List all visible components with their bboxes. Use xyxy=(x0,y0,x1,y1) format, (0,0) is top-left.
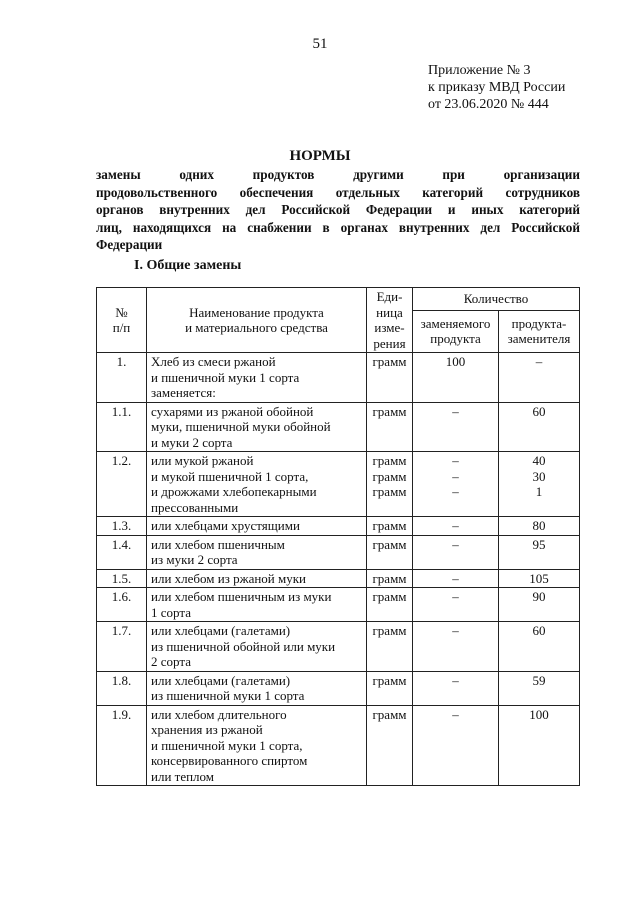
row-unit: грамм xyxy=(367,402,413,452)
table-header-row xyxy=(97,288,580,311)
row-substitute: 60 xyxy=(499,402,580,452)
subtitle-line: лиц, находящихся на снабжении в органах внутренних дел Российской xyxy=(96,219,580,235)
row-unit: грамм xyxy=(367,569,413,588)
row-unit: грамм xyxy=(367,705,413,786)
row-number: 1.9. xyxy=(97,705,147,786)
row-number: 1.7. xyxy=(97,622,147,672)
row-name: или хлебом из ржаной муки xyxy=(147,569,367,588)
row-name: Хлеб из смеси ржаной и пшеничной муки 1 сорта заменяется: xyxy=(147,353,367,403)
row-substitute: 59 xyxy=(499,671,580,705)
row-name: или хлебом пшеничным из муки 2 сорта xyxy=(147,535,367,569)
row-name: или хлебом длительного хранения из ржаной и пшеничной муки 1 сорта, консервированного спиртом или теплом xyxy=(147,705,367,786)
row-number: 1.8. xyxy=(97,671,147,705)
row-substitute: 60 xyxy=(499,622,580,672)
row-replaced: – xyxy=(413,671,499,705)
table-row xyxy=(97,452,580,517)
row-number: 1.5. xyxy=(97,569,147,588)
row-replaced: – xyxy=(413,705,499,786)
row-number: 1. xyxy=(97,353,147,403)
row-substitute: – xyxy=(499,353,580,403)
header-substitute: продукта- заменителя xyxy=(499,310,580,352)
subtitle-line: продовольственного обеспечения отдельных категорий сотрудников xyxy=(96,184,580,200)
table-row xyxy=(97,535,580,569)
row-name: или хлебцами хрустящими xyxy=(147,517,367,536)
row-replaced: – xyxy=(413,569,499,588)
table-row xyxy=(97,569,580,588)
header-unit: Еди- ница изме- рения xyxy=(367,288,413,353)
row-substitute: 100 xyxy=(499,705,580,786)
row-replaced: – xyxy=(413,402,499,452)
header-name: Наименование продукта и материального средства xyxy=(147,288,367,353)
table-row xyxy=(97,671,580,705)
table-row xyxy=(97,353,580,403)
row-unit: грамм xyxy=(367,622,413,672)
row-replaced: – xyxy=(413,622,499,672)
subtitle-line: замены одних продуктов другими при организации xyxy=(96,167,580,182)
row-replaced: – xyxy=(413,535,499,569)
table-row xyxy=(97,402,580,452)
row-number: 1.3. xyxy=(97,517,147,536)
table-row xyxy=(97,588,580,622)
row-replaced: 100 xyxy=(413,353,499,403)
header-quantity: Количество xyxy=(413,288,580,311)
row-unit: грамм xyxy=(367,353,413,403)
appendix-line: Приложение № 3 xyxy=(428,63,531,78)
row-substitute: 95 xyxy=(499,535,580,569)
header-replaced: заменяемого продукта xyxy=(413,310,499,352)
row-substitute: 90 xyxy=(499,588,580,622)
norms-table xyxy=(96,287,580,786)
header-num: № п/п xyxy=(97,288,147,353)
table-row xyxy=(97,705,580,786)
row-number: 1.1. xyxy=(97,402,147,452)
appendix-line: к приказу МВД России xyxy=(428,80,566,95)
subtitle-line: органов внутренних дел Российской Федерации и иных категорий xyxy=(96,202,580,217)
row-number: 1.6. xyxy=(97,588,147,622)
row-substitute: 80 xyxy=(499,517,580,536)
page-number: 51 xyxy=(312,36,328,52)
document-subtitle xyxy=(96,166,580,254)
row-unit: грамм xyxy=(367,517,413,536)
row-unit: грамм грамм грамм xyxy=(367,452,413,517)
row-name: или хлебцами (галетами) из пшеничной обойной или муки 2 сорта xyxy=(147,622,367,672)
row-replaced: – – – xyxy=(413,452,499,517)
row-substitute: 105 xyxy=(499,569,580,588)
row-name: или мукой ржаной и мукой пшеничной 1 сорта, и дрожжами хлебопекарными прессованными xyxy=(147,452,367,517)
row-name: или хлебцами (галетами) из пшеничной муки 1 сорта xyxy=(147,671,367,705)
appendix-line: от 23.06.2020 № 444 xyxy=(428,97,549,112)
row-substitute: 40 30 1 xyxy=(499,452,580,517)
row-unit: грамм xyxy=(367,671,413,705)
subtitle-line: Федерации xyxy=(96,237,163,252)
row-unit: грамм xyxy=(367,588,413,622)
row-replaced: – xyxy=(413,588,499,622)
table-row xyxy=(97,622,580,672)
row-number: 1.2. xyxy=(97,452,147,517)
row-number: 1.4. xyxy=(97,535,147,569)
row-name: сухарями из ржаной обойной муки, пшеничной муки обойной и муки 2 сорта xyxy=(147,402,367,452)
row-name: или хлебом пшеничным из муки 1 сорта xyxy=(147,588,367,622)
row-replaced: – xyxy=(413,517,499,536)
document-title: НОРМЫ xyxy=(289,148,351,164)
table-row xyxy=(97,517,580,536)
appendix-block xyxy=(428,62,565,113)
section-title: I. Общие замены xyxy=(134,258,242,273)
row-unit: грамм xyxy=(367,535,413,569)
